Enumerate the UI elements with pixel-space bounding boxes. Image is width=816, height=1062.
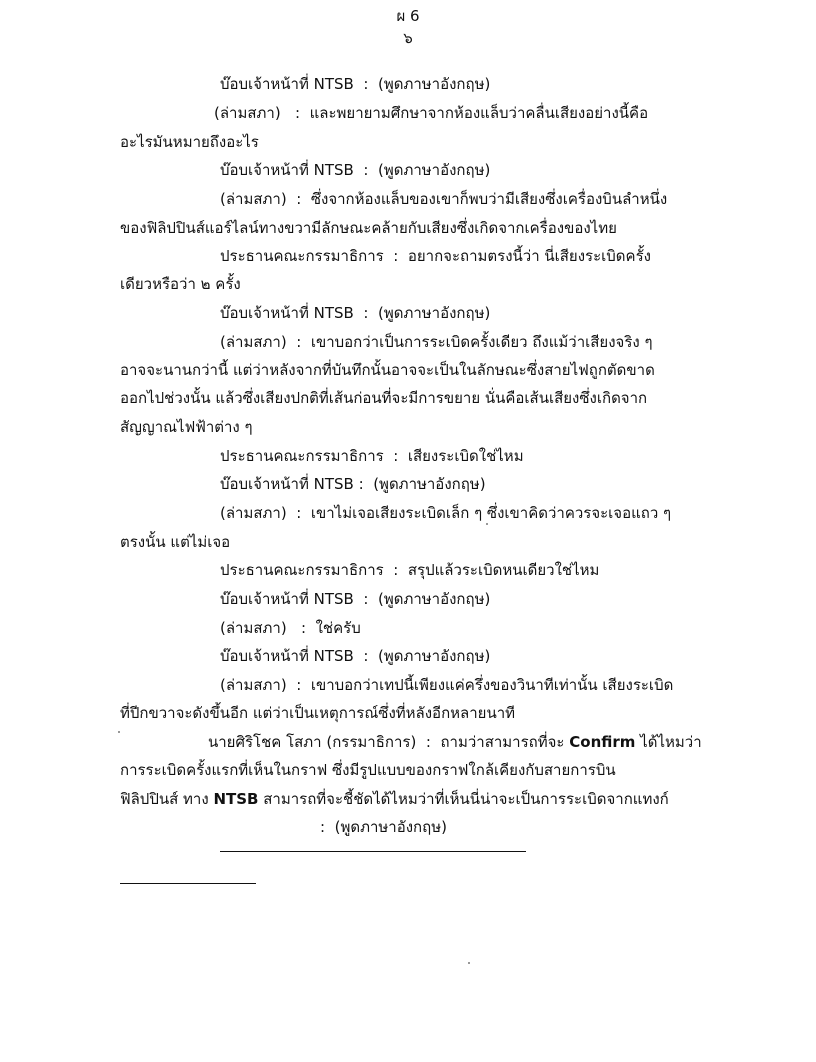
- speaking-english-note: (พูดภาษาอังกฤษ): [377, 161, 491, 179]
- page-code: ผ 6: [396, 7, 420, 25]
- footnote-rule: [120, 883, 256, 884]
- separator: :: [363, 161, 369, 179]
- utterance-term: Confirm: [569, 733, 636, 751]
- speaker-interpreter: (ล่ามสภา): [220, 619, 287, 637]
- transcript-line: [120, 272, 706, 296]
- transcript-line: [120, 472, 706, 496]
- transcript-line: [120, 101, 706, 125]
- transcript-line: [120, 386, 706, 410]
- transcript-line: [120, 758, 706, 782]
- page-number: ๖: [403, 29, 413, 47]
- speaker-ntsb: บ๊อบเจ้าหน้าที่ NTSB: [220, 475, 354, 493]
- transcript-line: [120, 216, 706, 240]
- separator: :: [393, 247, 399, 265]
- utterance: ของฟิลิปปินส์แอร์ไลน์ทางขวามีลักษณะคล้ายกับเสียงซึ่งเกิดจากเครื่องของไทย: [120, 219, 617, 237]
- separator: :: [296, 190, 302, 208]
- transcript-line: [120, 358, 706, 382]
- section-rule: [220, 851, 526, 852]
- utterance: เดียวหรือว่า ๒ ครั้ง: [120, 275, 241, 293]
- speaker-sirichoke: นายศิริโชค โสภา (กรรมาธิการ): [208, 733, 417, 751]
- speaker-interpreter: (ล่ามสภา): [214, 104, 281, 122]
- separator: :: [363, 75, 369, 93]
- transcript-line: [120, 130, 706, 154]
- transcript-line: [120, 72, 706, 96]
- speaker-chairman: ประธานคณะกรรมาธิการ: [220, 247, 384, 265]
- utterance: ถามว่าสามารถที่จะ: [440, 733, 565, 751]
- utterance: สรุปแล้วระเบิดหนเดียวใช่ไหม: [407, 561, 600, 579]
- separator: :: [363, 647, 369, 665]
- utterance: เขาบอกว่าเทปนี้เพียงแค่ครึ่งของวินาทีเท่านั้น เสียงระเบิด: [310, 676, 674, 694]
- transcript-line: [120, 444, 706, 468]
- separator: :: [425, 733, 431, 751]
- speaker-ntsb: บ๊อบเจ้าหน้าที่ NTSB: [220, 590, 354, 608]
- transcript-line: [120, 158, 706, 182]
- scan-speck: [486, 523, 488, 525]
- utterance: อาจจะนานกว่านี้ แต่ว่าหลังจากที่บันทึกนั้นอาจจะเป็นในลักษณะซึ่งสายไฟถูกตัดขาด: [120, 361, 655, 379]
- transcript-line: [120, 244, 706, 268]
- speaker-interpreter: (ล่ามสภา): [220, 190, 287, 208]
- separator: :: [301, 619, 307, 637]
- transcript-line: [120, 730, 706, 754]
- speaking-english-note: (พูดภาษาอังกฤษ): [334, 818, 447, 836]
- transcript-line: [120, 558, 706, 582]
- speaker-interpreter: (ล่ามสภา): [220, 333, 287, 351]
- utterance: สัญญาณไฟฟ้าต่าง ๆ: [120, 418, 253, 436]
- separator: :: [393, 561, 399, 579]
- transcript-line: [120, 787, 706, 811]
- utterance: อยากจะถามตรงนี้ว่า นี่เสียงระเบิดครั้ง: [407, 247, 651, 265]
- transcript-line: [120, 187, 706, 211]
- separator: :: [296, 333, 302, 351]
- utterance: การระเบิดครั้งแรกที่เห็นในกราฟ ซึ่งมีรูปแบบของกราฟใกล้เคียงกับสายการบิน: [120, 761, 616, 779]
- separator: :: [320, 818, 326, 836]
- speaker-ntsb: บ๊อบเจ้าหน้าที่ NTSB: [220, 75, 354, 93]
- utterance: ซึ่งจากห้องแล็บของเขาก็พบว่ามีเสียงซึ่งเครื่องบินลำหนึ่ง: [310, 190, 668, 208]
- speaker-ntsb: บ๊อบเจ้าหน้าที่ NTSB: [220, 161, 354, 179]
- transcript-line: [120, 616, 706, 640]
- utterance: ฟิลิปปินส์ ทาง: [120, 790, 209, 808]
- speaker-ntsb: บ๊อบเจ้าหน้าที่ NTSB: [220, 647, 354, 665]
- utterance: เขาไม่เจอเสียงระเบิดเล็ก ๆ ซึ่งเขาคิดว่าควรจะเจอแถว ๆ: [310, 504, 672, 522]
- utterance: ที่ปีกขวาจะดังขึ้นอีก แต่ว่าเป็นเหตุการณ์ซึ่งที่หลังอีกหลายนาที: [120, 704, 516, 722]
- transcript-line: [120, 701, 706, 725]
- speaker-chairman: ประธานคณะกรรมาธิการ: [220, 447, 384, 465]
- utterance: ใช่ครับ: [315, 619, 361, 637]
- transcript-line: [120, 330, 706, 354]
- scan-speck: [118, 731, 120, 733]
- scan-speck: [468, 962, 470, 964]
- separator: :: [296, 504, 302, 522]
- transcript-line: [120, 530, 706, 554]
- speaker-ntsb: บ๊อบเจ้าหน้าที่ NTSB: [220, 304, 354, 322]
- utterance: สามารถที่จะชี้ชัดได้ไหมว่าที่เห็นนี่น่าจะเป็นการระเบิดจากแทงก์: [263, 790, 669, 808]
- transcript-line: [120, 673, 706, 697]
- speaker-interpreter: (ล่ามสภา): [220, 504, 287, 522]
- speaking-english-note: (พูดภาษาอังกฤษ): [377, 75, 491, 93]
- utterance: อะไรมันหมายถึงอะไร: [120, 133, 259, 151]
- utterance-term: NTSB: [213, 790, 259, 808]
- transcript-line: [120, 415, 706, 439]
- utterance: เขาบอกว่าเป็นการระเบิดครั้งเดียว ถึงแม้ว่าเสียงจริง ๆ: [310, 333, 653, 351]
- separator: :: [296, 676, 302, 694]
- transcript-line: [120, 815, 706, 839]
- speaking-english-note: (พูดภาษาอังกฤษ): [377, 304, 491, 322]
- speaking-english-note: (พูดภาษาอังกฤษ): [373, 475, 486, 493]
- utterance: และพยายามศึกษาจากห้องแล็บว่าคลื่นเสียงอย่างนี้คือ: [309, 104, 649, 122]
- transcript-line: [120, 301, 706, 325]
- separator: :: [363, 590, 369, 608]
- separator: :: [358, 475, 364, 493]
- transcript-line: [120, 587, 706, 611]
- separator: :: [363, 304, 369, 322]
- separator: :: [393, 447, 399, 465]
- utterance: ตรงนั้น แต่ไม่เจอ: [120, 533, 231, 551]
- transcript-line: [120, 501, 706, 525]
- speaking-english-note: (พูดภาษาอังกฤษ): [377, 590, 491, 608]
- transcript-line: [120, 644, 706, 668]
- utterance: ออกไปช่วงนั้น แล้วซึ่งเสียงปกติที่เส้นก่อนที่จะมีการขยาย นั่นคือเส้นเสียงซึ่งเกิดจาก: [120, 389, 648, 407]
- speaker-chairman: ประธานคณะกรรมาธิการ: [220, 561, 384, 579]
- speaker-interpreter: (ล่ามสภา): [220, 676, 287, 694]
- utterance: ได้ไหมว่า: [640, 733, 702, 751]
- separator: :: [295, 104, 301, 122]
- speaking-english-note: (พูดภาษาอังกฤษ): [377, 647, 491, 665]
- utterance: เสียงระเบิดใช่ไหม: [407, 447, 524, 465]
